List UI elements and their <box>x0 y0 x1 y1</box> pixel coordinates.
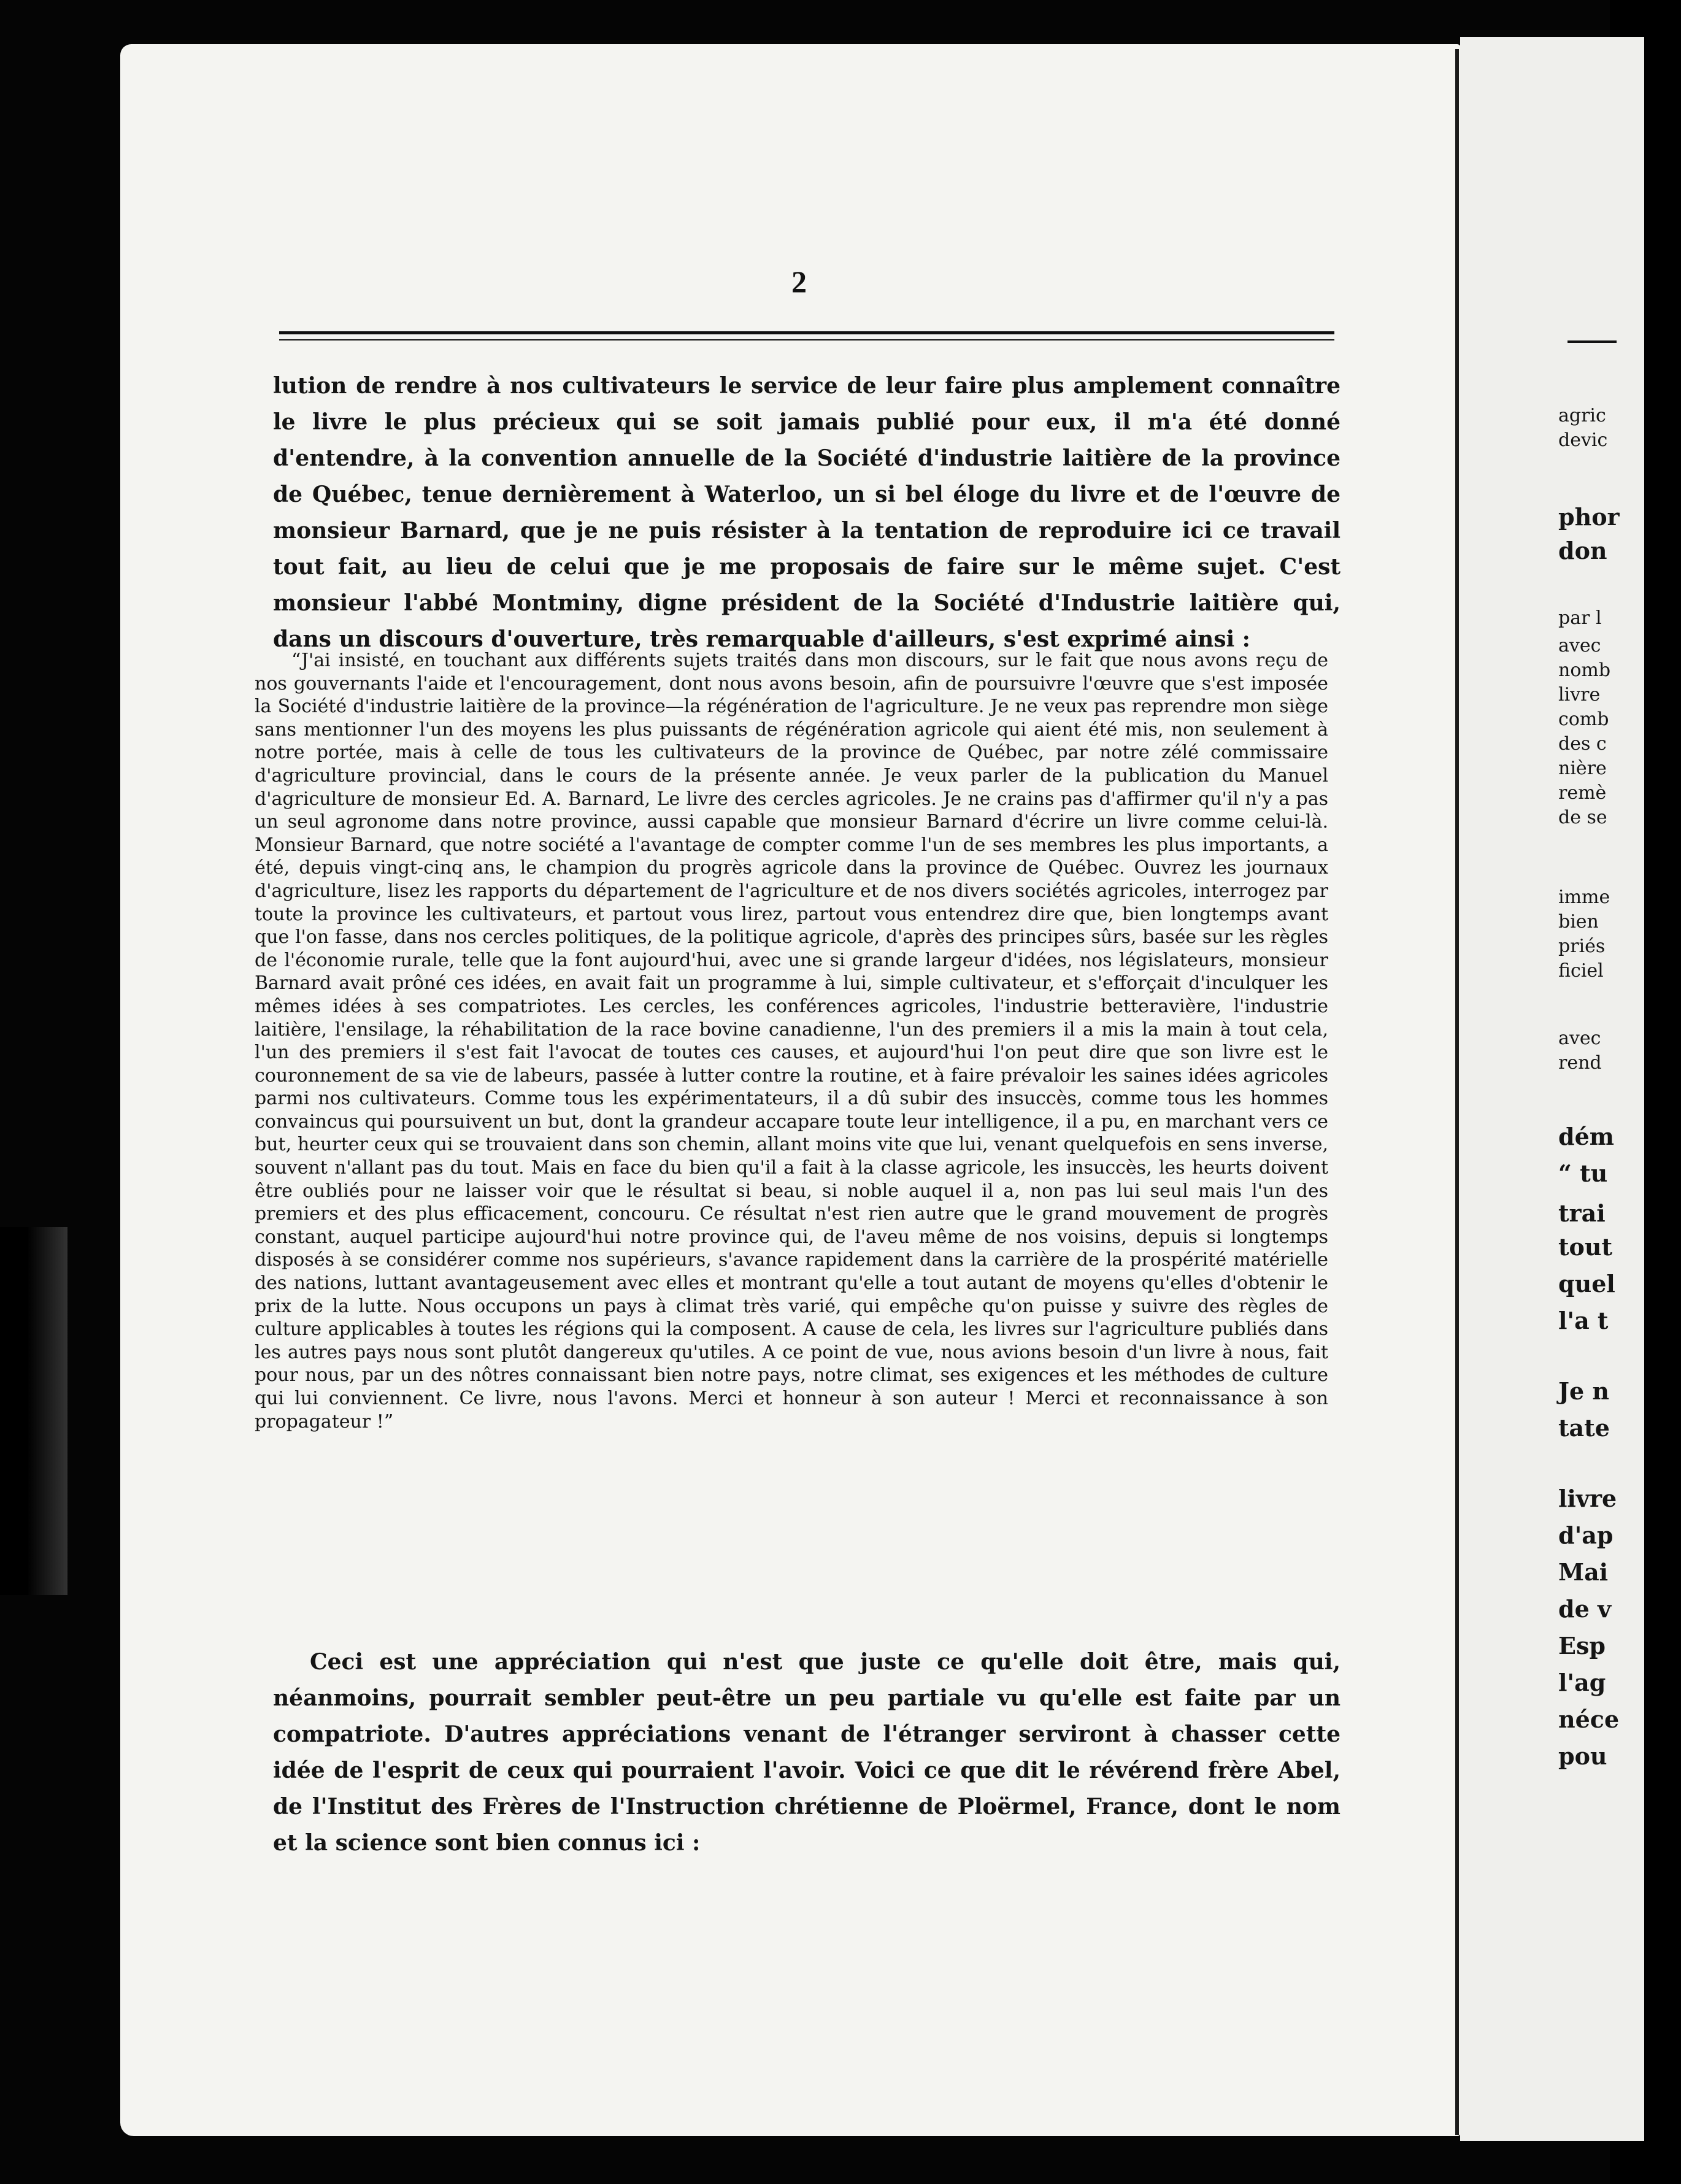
paragraph-intro: lution de rendre à nos cultivateurs le service de leur faire plus amplement connaître le livre le plus précieux qui se soit jamais publié pour eux, il m'a été donné d'entendre, à la convention annuelle de la Société d'industrie laitière de la province de Québec, tenue dernièrement à Waterloo, un si bel éloge du livre et de l'œuvre de monsieur Barnard, que je ne puis résister à la tentation de reproduire ici ce travail tout fait, au lieu de celui que je me proposais de faire sur le même sujet. C'est monsieur l'abbé Montminy, digne président de la Société d'Industrie laitière qui, dans un discours d'ouverture, très remarquable d'ailleurs, s'est exprimé ainsi : <box>273 373 1341 652</box>
page-fold-shadow <box>0 1227 67 1595</box>
page-number: 2 <box>791 264 807 299</box>
right-page-fragment: nière <box>1558 758 1607 779</box>
right-page-fragment: nomb <box>1558 659 1611 681</box>
right-page-fragment: ficiel <box>1558 960 1604 982</box>
right-page-fragment: remè <box>1558 782 1607 804</box>
right-page <box>1460 37 1644 2141</box>
header-rule-thick <box>279 331 1334 334</box>
right-page-fragment: tate <box>1558 1414 1610 1442</box>
page-gutter <box>1455 49 1459 2135</box>
right-page-fragment: livre <box>1558 684 1601 706</box>
right-page-fragment: rend <box>1558 1052 1602 1074</box>
right-page-fragment: avec <box>1558 1028 1601 1049</box>
right-page-rule <box>1568 340 1617 343</box>
header-rule-thin <box>279 339 1334 340</box>
right-page-fragment: l'a t <box>1558 1307 1609 1334</box>
right-page-fragment: “ tu <box>1558 1159 1608 1187</box>
right-page-fragment: bien <box>1558 911 1599 932</box>
right-page-fragment: priés <box>1558 936 1606 957</box>
right-page-fragment: trai <box>1558 1199 1606 1227</box>
right-page-fragment: par l <box>1558 607 1602 629</box>
right-page-fragment: phor <box>1558 503 1620 531</box>
right-page-fragment: Esp <box>1558 1632 1606 1659</box>
right-page-fragment: pou <box>1558 1742 1607 1770</box>
right-page-fragment: de se <box>1558 807 1607 828</box>
right-page-fragment: avec <box>1558 635 1601 656</box>
right-page-fragment: devic <box>1558 429 1608 451</box>
right-page-fragment: l'ag <box>1558 1669 1606 1696</box>
right-page-fragment: comb <box>1558 709 1609 730</box>
quotation-block: “J'ai insisté, en touchant aux différents sujets traités dans mon discours, sur le fait que nous avons reçu de nos gouvernants l'aide et l'encouragement, dont nous avons besoin, afin de poursuivre l'œuvre que s'est imposée la Société d'industrie laitière de la province—la régénération de l'agriculture. Je ne veux pas reprendre mon siège sans mentionner l'un des moyens les plus puissants de régénération agricole qui aient été mis, non seulement à notre portée, mais à celle de tous les cultivateurs de la province de Québec, par notre zélé commissaire d'agriculture provincial, dans le cours de la présente année. Je veux parler de la publication du Manuel d'agriculture de monsieur Ed. A. Barnard, Le livre des cercles agricoles. Je ne crains pas d'affirmer qu'il n'y a pas un seul agronome dans notre province, aussi capable que monsieur Barnard d'écrire un livre comme celui-là. Monsieur Barnard, que notre société a l'avantage de compter comme l'un de ses membres les plus importants, a été, depuis vingt-cinq ans, le champion du progrès agricole dans la province de Québec. Ouvrez les journaux d'agriculture, lisez les rapports du département de l'agriculture et de nos divers sociétés agricoles, interrogez par toute la province les cultivateurs, et partout vous lirez, partout vous entendrez dire que, bien longtemps avant que l'on fasse, dans nos cercles politiques, de la politique agricole, d'après des principes sûrs, basée sur les règles de l'économie rurale, telle que la font aujourd'hui, avec une si grande largeur d'idées, nos législateurs, monsieur Barnard avait prôné ces idées, en avait fait un programme à lui, simple cultivateur, et s'efforçait d'inculquer les mêmes idées à ses compatriotes. Les cercles, les conférences agricoles, l'industrie betteravière, l'industrie laitière, l'ensilage, la réhabilitation de la race bovine canadienne, l'un des premiers il a mis la main à tout cela, l'un des premiers il s'est fait l'avocat de toutes ces causes, et aujourd'hui l'on peut dire que son livre est le couronnement de sa vie de labeurs, passée à lutter contre la routine, et à faire prévaloir les saines idées agricoles parmi nos cultivateurs. Comme tous les expérimentateurs, il a dû subir des insuccès, comme tous les hommes convaincus qui poursuivent un but, dont la grandeur accapare toute leur intelligence, il a pu, en marchant vers ce but, heurter ceux qui se trouvaient dans son chemin, allant moins vite que lui, venant quelquefois en sens inverse, souvent n'allant pas du tout. Mais en face du bien qu'il a fait à la classe agricole, les insuccès, les heurts doivent être oubliés pour ne laisser voir que le résultat si beau, si noble auquel il a, non pas lui seul mais l'un des premiers et des plus efficacement, concouru. Ce résultat n'est rien autre que le grand mouvement de progrès constant, auquel participe aujourd'hui notre province qui, de l'aveu même de nos voisins, depuis si longtemps disposés à se considérer comme nos supérieurs, s'avance rapidement dans la carrière de la prospérité matérielle des nations, luttant avantageusement avec elles et montrant qu'elle a tout autant de moyens qu'elles d'obtenir le prix de la lutte. Nous occupons un pays à climat très varié, qui empêche qu'on puisse y suivre des règles de culture applicables à toutes les régions qui la composent. A cause de cela, les livres sur l'agriculture publiés dans les autres pays nous sont plutôt dangereux qu'utiles. A ce point de vue, nous avions besoin d'un livre à nous, fait pour nous, par un des nôtres connaissant bien notre pays, notre climat, ses exigences et les méthodes de culture qui lui conviennent. Ce livre, nous l'avons. Merci et honneur à son auteur ! Merci et reconnaissance à son propagateur !” <box>255 650 1328 1432</box>
right-page-fragment: dém <box>1558 1123 1614 1150</box>
right-page-fragment: néce <box>1558 1705 1620 1733</box>
right-page-fragment: livre <box>1558 1485 1617 1512</box>
right-page-fragment: Mai <box>1558 1558 1609 1586</box>
right-page-fragment: quel <box>1558 1270 1615 1298</box>
right-page-fragment: imme <box>1558 886 1610 908</box>
right-page-fragment: tout <box>1558 1233 1613 1261</box>
right-page-fragment: don <box>1558 537 1607 564</box>
right-page-fragment: d'ap <box>1558 1521 1614 1549</box>
right-page-fragment: agric <box>1558 405 1606 426</box>
paragraph-appreciation: Ceci est une appréciation qui n'est que juste ce qu'elle doit être, mais qui, néanmoins, pourrait sembler peut-être un peu partiale vu qu'elle est faite par un compatriote. D'autres appréciations venant de l'étranger serviront à chasser cette idée de l'esprit de ceux qui pourraient l'avoir. Voici ce que dit le révérend frère Abel, de l'Institut des Frères de l'Instruction chrétienne de Ploërmel, France, dont le nom et la science sont bien connus ici : <box>273 1649 1341 1856</box>
right-page-fragment: de v <box>1558 1595 1612 1623</box>
right-page-fragment: Je n <box>1558 1377 1610 1405</box>
right-page-fragment: des c <box>1558 733 1607 755</box>
